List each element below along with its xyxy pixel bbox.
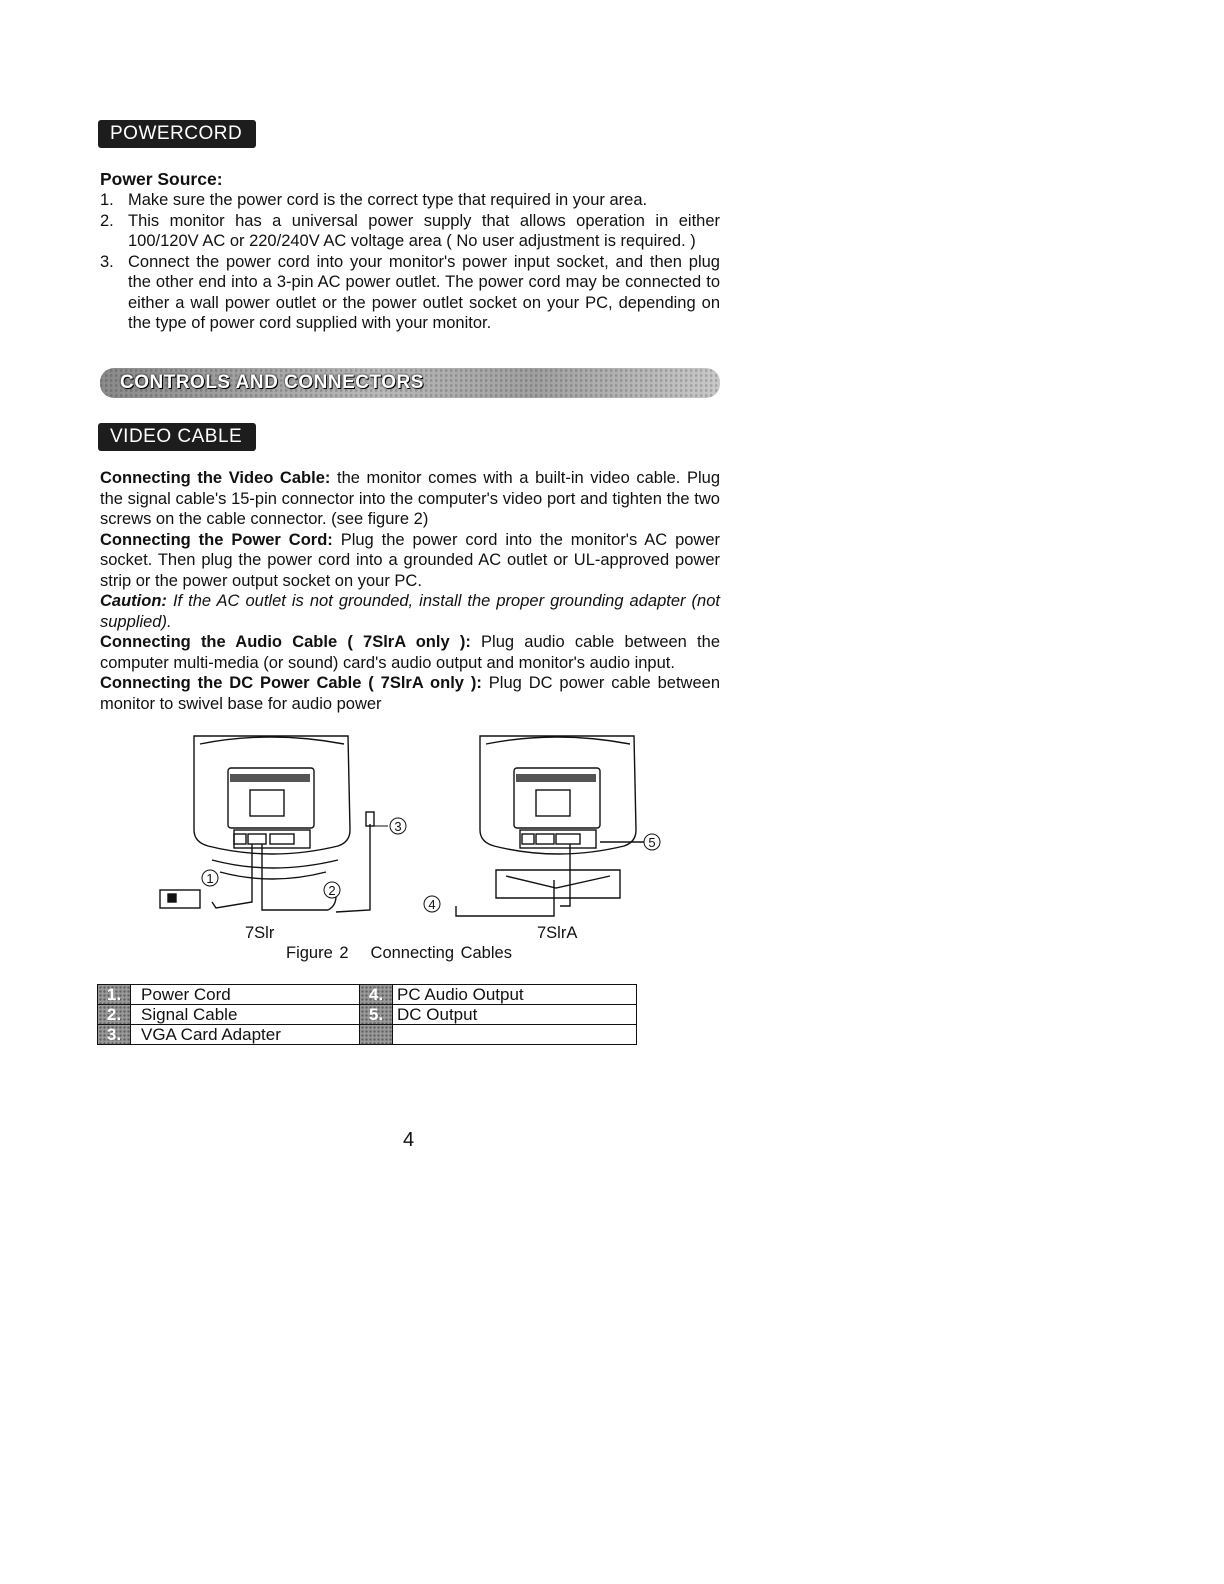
connecting-cables-figure <box>150 730 670 940</box>
legend-number <box>360 1025 393 1045</box>
legend-number: 2. <box>98 1005 131 1025</box>
legend-number: 1. <box>98 985 131 1005</box>
power-cord-paragraph <box>100 530 720 592</box>
step-text: This monitor has a universal power supply that allows operation in either 100/120V AC or 220/240V AC voltage area ( No user adjustment is required. ) <box>128 211 720 250</box>
callout-4-label: 4 <box>428 897 436 912</box>
callout-2-label: 2 <box>328 883 336 898</box>
table-row <box>98 1025 637 1045</box>
section-label-video-cable: VIDEO CABLE <box>98 423 256 451</box>
paragraph-text: Plug the power cord into the monitor's AC power socket. Then plug the power cord into a grounded AC outlet or UL-approved power strip or the power output socket on your PC. <box>100 530 721 590</box>
power-source-steps <box>100 190 720 334</box>
power-source-heading: Power Source: <box>100 169 223 189</box>
cable-legend-table <box>97 984 637 1045</box>
step-item <box>100 190 720 211</box>
table-row <box>98 985 637 1005</box>
banner-title: CONTROLS AND CONNECTORS <box>120 372 424 393</box>
paragraph-text: Plug audio cable between the computer multi-media (or sound) card's audio output and monitor's audio input. <box>100 633 720 672</box>
step-number: 3. <box>100 252 114 271</box>
legend-number: 5. <box>360 1005 393 1025</box>
paragraph-title: Connecting the Power Cord: <box>100 530 333 549</box>
audio-cable-paragraph <box>100 632 720 673</box>
monitor-7slr-illustration <box>160 736 374 912</box>
legend-label: Signal Cable <box>131 1005 360 1025</box>
section-label-powercord: POWERCORD <box>98 120 256 148</box>
paragraph-text: the monitor comes with a built-in video cable. Plug the signal cable's 15-pin connector into the computer's video port and tighten the two screws on the cable connector. (see figure 2) <box>100 469 721 528</box>
figure-caption <box>286 944 512 963</box>
model-label-7slra: 7SlrA <box>537 924 578 942</box>
legend-label: VGA Card Adapter <box>131 1025 360 1045</box>
paragraph-title: Connecting the Video Cable: <box>100 469 331 487</box>
legend-label: DC Output <box>393 1005 637 1025</box>
paragraph-title: Caution: <box>100 592 167 610</box>
controls-and-connectors-banner <box>100 368 720 398</box>
callout-1-label: 1 <box>206 871 214 886</box>
step-text: Make sure the power cord is the correct type that required in your area. <box>128 191 648 209</box>
video-instructions <box>100 468 720 714</box>
caution-paragraph <box>100 591 720 632</box>
legend-label: PC Audio Output <box>393 985 637 1005</box>
step-number: 2. <box>100 211 114 230</box>
paragraph-title: Connecting the Audio Cable ( 7SlrA only ): <box>100 633 471 651</box>
callout-3-label: 3 <box>394 819 402 834</box>
step-item <box>100 211 720 252</box>
legend-number: 4. <box>360 985 393 1005</box>
paragraph-title: Connecting the DC Power Cable ( 7SlrA only ): <box>100 674 482 692</box>
table-row <box>98 1005 637 1025</box>
monitor-7slra-illustration <box>456 736 644 916</box>
step-text: Connect the power cord into your monitor's power input socket, and then plug the other end into a 3-pin AC power outlet. The power cord may be connected to either a wall power outlet or the power outlet socket on your PC, depending on the type of power cord supplied with your monitor. <box>128 252 720 332</box>
step-number: 1. <box>100 191 114 209</box>
callout-5-label: 5 <box>648 835 656 850</box>
legend-label: Power Cord <box>131 985 360 1005</box>
legend-number: 3. <box>98 1025 131 1045</box>
video-cable-paragraph <box>100 468 720 530</box>
paragraph-text: If the AC outlet is not grounded, install the proper grounding adapter (not supplied). <box>100 592 720 631</box>
dc-power-paragraph <box>100 673 720 714</box>
figure-number: Figure 2 <box>286 944 349 962</box>
step-item <box>100 252 720 334</box>
model-label-7slr: 7Slr <box>245 924 275 942</box>
legend-label <box>393 1025 637 1045</box>
page-number: 4 <box>403 1129 415 1151</box>
figure-title: Connecting Cables <box>370 944 512 962</box>
paragraph-text: Plug DC power cable between monitor to swivel base for audio power <box>100 674 721 713</box>
